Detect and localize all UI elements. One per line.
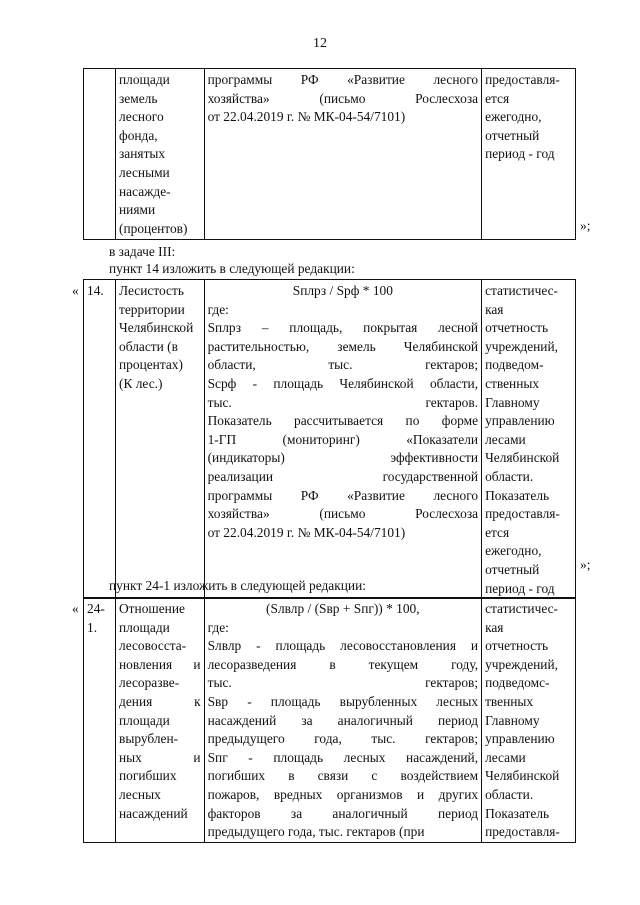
cell-line: лесного [119,109,164,125]
cell-line: области. [485,786,534,802]
indicator-table-item-14 [83,279,576,599]
cell-line: насаждений [119,805,188,821]
cell-line: Главному [485,394,540,410]
cell-line: новления и [119,656,201,672]
cell-line: предоставля- [485,72,560,87]
cell-line: предыдущего года, тыс. гектаров; [207,731,479,747]
cell-line: программы РФ «Развитие лесного [207,72,479,87]
cell-line: ется [485,90,510,106]
cell-line: области (в [119,338,178,354]
cell-line: площади [119,712,170,728]
cell-line: кая [485,301,504,317]
formula-cell [204,598,481,843]
number-cell: 14. [84,280,116,599]
cell-line: Показатель рассчитывается по форме [207,413,479,429]
cell-line: Sпг - площадь лесных насаждений, [207,749,479,765]
cell-line: тыс. гектаров. [207,394,479,410]
cell-line: где: [207,619,229,635]
cell-line: лесами [485,431,526,447]
cell-line: управлению [485,731,555,747]
cell-line: статистичес- [485,601,559,616]
cell-line: (К лес.) [119,375,163,391]
cell-line: Sлвлр - площадь лесовосстановления и [207,638,479,654]
cell-line: территории [119,301,185,317]
table-row [84,598,576,843]
cell-line: предоставля- [485,824,560,840]
source-cell [482,69,576,240]
cell-line: хозяйства» (письмо Рослесхоза [207,90,479,106]
cell-line: (процентов) [119,220,188,236]
cell-line: Челябинской [485,450,560,466]
cell-line: период - год [485,580,555,596]
cell-line: учреждений, [485,656,558,672]
table-row [84,69,576,240]
cell-line: ных и [119,749,201,765]
table-row [84,280,576,599]
cell-line: пожаров, вредных организмов и других [207,786,479,802]
cell-line: 1-ГП (мониторинг) «Показатели [207,431,479,447]
cell-line: отчетность [485,320,549,336]
cell-line: Sсрф - площадь Челябинской области, [207,375,479,391]
cell-line: предоставля- [485,506,560,522]
paragraph-item-14: пункт 14 изложить в следующей редакции: [109,261,355,276]
cell-line: лесными [119,164,170,180]
cell-line: подведом- [485,357,544,373]
cell-line: реализации государственной [207,468,479,484]
cell-line: факторов за аналогичный период [207,805,479,821]
cell-line: Показатель [485,805,550,821]
cell-line: занятых [119,146,166,162]
cell-line: растительностью, земель Челябинской [207,338,479,354]
cell-line: Челябинской [485,768,560,784]
cell-line: области, тыс. гектаров; [207,357,479,373]
cell-line: (индикаторы) эффективности [207,450,479,466]
cell-line: насаждений за аналогичный период [207,712,479,728]
cell-line: фонда, [119,127,158,143]
opening-quote-mark: « [72,283,79,298]
number-cell: 24-1. [84,598,116,843]
cell-line: Отношение [119,601,185,616]
cell-line: хозяйства» (письмо Рослесхоза [207,506,479,522]
formula-cell [204,69,481,240]
cell-line: области. [485,468,534,484]
cell-line: Показатель [485,487,550,503]
cell-line: твенных [485,693,534,709]
cell-line: отчетный [485,127,540,143]
paragraph-item-24-1: пункт 24-1 изложить в следующей редакции: [109,578,366,593]
cell-line: ниями [119,202,156,218]
cell-line: отчетный [485,561,540,577]
cell-line: площади [119,72,170,87]
closing-quote-mark: »; [580,218,591,233]
cell-line: площади [119,619,170,635]
formula-cell [204,280,481,599]
cell-line: статистичес- [485,283,559,298]
formula-text: (Sлвлр / (Sвр + Sпг)) * 100, [266,601,420,616]
cell-line: лесных [119,786,161,802]
cell-line: Лесистость [119,283,184,298]
cell-line: ственных [485,375,540,391]
cell-line: управлению [485,413,555,429]
indicator-table-item-24-1 [83,597,576,843]
indicator-name-cell [116,598,205,843]
cell-line: учреждений, [485,338,558,354]
source-cell [482,280,576,599]
cell-line: лесами [485,749,526,765]
cell-line: от 22.04.2019 г. № МК-04-54/7101) [207,524,406,540]
cell-line: кая [485,619,504,635]
cell-line: вырублен- [119,731,179,747]
source-cell [482,598,576,843]
cell-line: Главному [485,712,540,728]
cell-line: дения к [119,693,201,709]
cell-line: погибших [119,768,177,784]
cell-line: ежегодно, [485,543,542,559]
cell-line: программы РФ «Развитие лесного [207,487,479,503]
cell-line: процентах) [119,357,183,373]
opening-quote-mark: « [72,601,79,616]
cell-line: Челябинской [119,320,194,336]
paragraph-task: в задаче III: [109,244,176,259]
closing-quote-mark: »; [580,557,591,572]
cell-line: где: [207,301,229,317]
cell-line: подведомс- [485,675,550,691]
formula-text: Sплрз / Sрф * 100 [292,283,393,298]
cell-line: насажде- [119,183,171,199]
cell-line: ется [485,524,510,540]
cell-line: предыдущего года, тыс. гектаров (при [207,824,425,840]
cell-line: Sплрз – площадь, покрытая лесной [207,320,479,336]
cell-line: Sвр - площадь вырубленных лесных [207,693,479,709]
cell-line: ежегодно, [485,109,542,125]
cell-line: лесоразведения в текущем году, [207,656,479,672]
indicator-name-cell [116,280,205,599]
indicator-name-cell [116,69,205,240]
cell-line: лесоразве- [119,675,180,691]
cell-line: от 22.04.2019 г. № МК-04-54/7101) [207,109,406,125]
cell-line: земель [119,90,158,106]
cell-line: лесовосста- [119,638,187,654]
cell-line: погибших в связи с воздействием [207,768,479,784]
number-cell [84,69,116,240]
page-number: 12 [313,36,327,51]
cell-line: период - год [485,146,555,162]
indicator-table-continued [83,68,576,240]
cell-line: тыс. гектаров; [207,675,479,691]
cell-line: отчетность [485,638,549,654]
